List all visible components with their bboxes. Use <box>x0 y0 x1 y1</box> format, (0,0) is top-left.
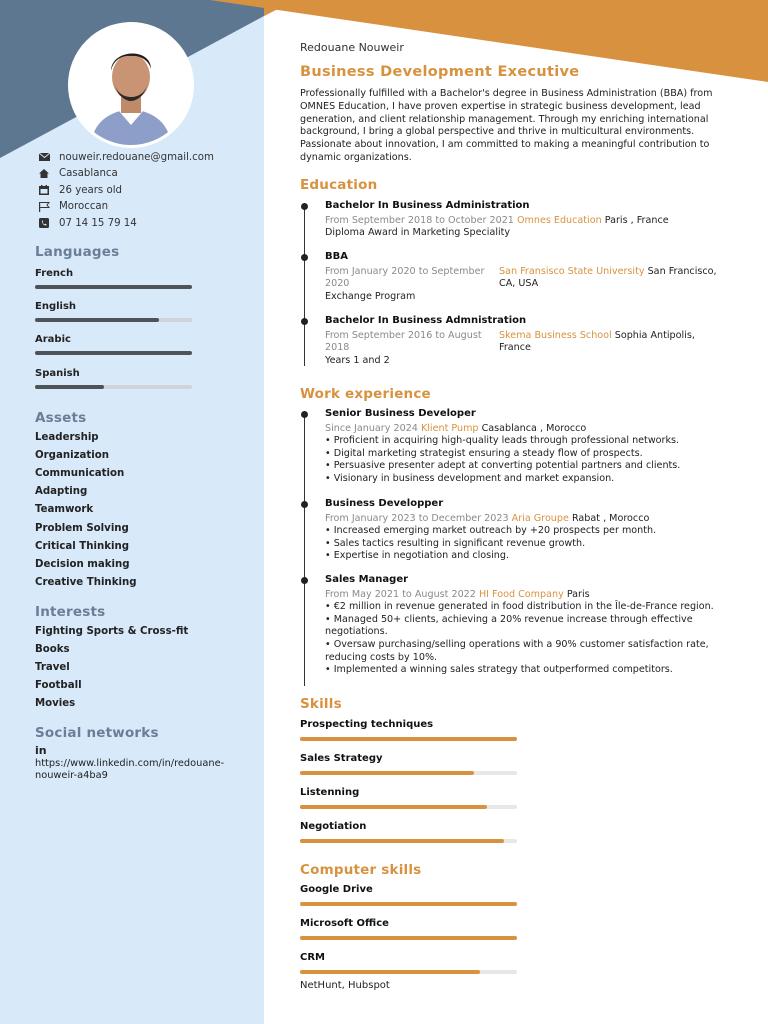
asset-item: Creative Thinking <box>35 577 137 588</box>
education-timeline <box>304 206 305 366</box>
asset-item: Decision making <box>35 559 130 570</box>
linkedin-url-line: nouweir-a4ba9 <box>35 770 108 781</box>
computer-skill-level-bar <box>300 902 517 906</box>
timeline-dot <box>301 411 308 418</box>
skill-level-bar <box>300 737 517 741</box>
linkedin-icon[interactable]: in <box>35 744 47 757</box>
interest-item: Books <box>35 644 70 655</box>
school-location: Sophia Antipolis, France <box>499 329 695 354</box>
school-info <box>499 330 724 355</box>
role-name: Senior Business Developer <box>325 408 476 419</box>
language-level-bar <box>35 351 192 355</box>
age-text: 26 years old <box>59 184 123 196</box>
language-name: French <box>35 268 74 279</box>
linkedin-link[interactable] <box>35 758 245 782</box>
computer-skill-name: Google Drive <box>300 884 373 895</box>
education-detail: Diploma Award in Marketing Speciality <box>325 227 511 239</box>
asset-item: Communication <box>35 468 125 479</box>
skill-track <box>300 805 517 809</box>
assets-title: Assets <box>35 410 87 426</box>
email-text[interactable]: nouweir.redouane@gmail.com <box>59 151 214 163</box>
skill-level-bar <box>300 805 487 809</box>
skill-name: Listenning <box>300 787 360 798</box>
profile-photo <box>68 22 194 148</box>
company-name: Klient Pump <box>420 422 479 434</box>
timeline-dot <box>301 203 308 210</box>
work-bullet: • €2 million in revenue generated in food distribution in the Île-de-France region. <box>325 601 714 613</box>
contact-nationality <box>36 199 214 216</box>
education-meta <box>325 215 730 228</box>
work-bullet: • Expertise in negotiation and closing. <box>325 550 510 562</box>
language-item <box>35 368 192 379</box>
work-date: From January 2023 to December 2023 <box>325 512 509 524</box>
school-info <box>499 266 724 291</box>
skills-title: Skills <box>300 696 342 712</box>
work-bullet: • Proficient in acquiring high-quality leads through professional networks. <box>325 435 680 447</box>
social-title: Social networks <box>35 725 159 741</box>
computer-skill-item <box>300 918 517 929</box>
skill-name: Negotiation <box>300 821 367 832</box>
avatar-illustration <box>71 25 191 145</box>
candidate-name: Redouane Nouweir <box>300 41 404 54</box>
phone-text[interactable]: 07 14 15 79 14 <box>59 217 137 229</box>
degree-name: BBA <box>325 251 348 262</box>
skill-track <box>300 771 517 775</box>
role-name: Sales Manager <box>325 574 409 585</box>
language-track <box>35 318 192 322</box>
skill-item <box>300 753 517 764</box>
skill-item <box>300 719 517 730</box>
work-bullet: • Persuasive presenter adept at converting potential partners and clients. <box>325 460 681 472</box>
contact-city <box>36 166 214 183</box>
linkedin-url-line: https://www.linkedin.com/in/redouane- <box>35 758 225 769</box>
education-detail: Years 1 and 2 <box>325 354 390 366</box>
work-bullet: • Sales tactics resulting in significant revenue growth. <box>325 537 586 549</box>
city-text: Casablanca <box>59 168 118 180</box>
timeline-dot <box>301 254 308 261</box>
computer-skill-level-bar <box>300 970 480 974</box>
contact-age <box>36 182 214 199</box>
asset-item: Critical Thinking <box>35 541 130 552</box>
school-location: Paris , France <box>604 214 669 226</box>
interest-item: Fighting Sports & Cross-fit <box>35 626 189 637</box>
asset-item: Problem Solving <box>35 523 129 534</box>
timeline-dot <box>301 318 308 325</box>
company-location: Paris <box>566 588 590 600</box>
work-entry <box>325 408 730 486</box>
flag-icon <box>36 201 52 213</box>
asset-item: Teamwork <box>35 504 94 515</box>
asset-item: Leadership <box>35 432 99 443</box>
work-meta <box>325 423 730 436</box>
skill-item <box>300 821 517 832</box>
language-name: English <box>35 301 77 312</box>
work-bullet: • Visionary in business development and market expansion. <box>325 472 615 484</box>
interests-title: Interests <box>35 604 106 620</box>
school-location: San Francisco, CA, USA <box>499 265 717 290</box>
work-meta <box>325 513 730 526</box>
contact-email <box>36 149 214 166</box>
education-entry <box>325 251 730 303</box>
school-name: Skema Business School <box>499 329 612 341</box>
phone-icon <box>36 217 52 229</box>
degree-name: Bachelor In Business Admnistration <box>325 315 527 326</box>
education-meta <box>325 266 730 291</box>
computer-skill-track <box>300 902 517 906</box>
interest-item: Football <box>35 680 82 691</box>
timeline-dot <box>301 577 308 584</box>
asset-item: Adapting <box>35 486 88 497</box>
company-location: Casablanca , Morocco <box>481 422 587 434</box>
skill-item <box>300 787 517 798</box>
language-name: Spanish <box>35 368 80 379</box>
education-date: From September 2016 to August 2018 <box>325 329 482 354</box>
work-entry <box>325 574 730 677</box>
company-name: Aria Groupe <box>511 512 569 524</box>
timeline-dot <box>301 501 308 508</box>
education-meta <box>325 330 730 355</box>
work-bullet: • Managed 50+ clients, achieving a 20% revenue increase through effective negotiations. <box>325 613 693 638</box>
skill-name: Sales Strategy <box>300 753 383 764</box>
interest-item: Movies <box>35 698 76 709</box>
computer-skill-track <box>300 970 517 974</box>
skill-name: Prospecting techniques <box>300 719 434 730</box>
language-name: Arabic <box>35 334 71 345</box>
job-title: Business Development Executive <box>300 64 580 80</box>
envelope-icon <box>36 151 52 163</box>
contact-list <box>36 149 214 232</box>
school-name: San Fransisco State University <box>499 265 645 277</box>
work-date: From May 2021 to August 2022 <box>325 588 476 600</box>
company-name: HI Food Company <box>478 588 564 600</box>
work-bullet: • Oversaw purchasing/selling operations with a 90% customer satisfaction rate, reducing costs by 10%. <box>325 638 709 663</box>
language-item <box>35 334 192 345</box>
skill-track <box>300 839 517 843</box>
language-level-bar <box>35 285 192 289</box>
language-track <box>35 285 192 289</box>
education-entry <box>325 315 730 367</box>
work-timeline <box>304 414 305 686</box>
contact-phone <box>36 215 214 232</box>
language-track <box>35 351 192 355</box>
computer-skill-track <box>300 936 517 940</box>
computer-skill-item <box>300 884 517 895</box>
home-icon <box>36 168 52 180</box>
language-track <box>35 385 192 389</box>
education-date: From September 2018 to October 2021 <box>325 214 514 226</box>
language-item <box>35 268 192 279</box>
work-meta <box>325 589 730 602</box>
education-detail: Exchange Program <box>325 290 416 302</box>
calendar-icon <box>36 184 52 196</box>
education-date: From January 2020 to September 2020 <box>325 265 485 290</box>
computer-skill-level-bar <box>300 936 517 940</box>
profile-summary: Professionally fulfilled with a Bachelor's degree in Business Administration (BBA) from OMNES Education, I have proven expertise in strategic business development, lead generation, and client relationship management. Through my enriching international background, I bring a global perspective and thrive in multicultural environments. Passionate about innovation, I am committed to making a meaningful contribution to dynamic organizations. <box>300 88 713 163</box>
education-title: Education <box>300 177 378 193</box>
computer-skills-title: Computer skills <box>300 862 422 878</box>
education-entry <box>325 200 730 240</box>
skill-track <box>300 737 517 741</box>
computer-skills-extra: NetHunt, Hubspot <box>300 980 390 991</box>
work-date: Since January 2024 <box>325 422 418 434</box>
language-level-bar <box>35 385 104 389</box>
asset-item: Organization <box>35 450 110 461</box>
degree-name: Bachelor In Business Administration <box>325 200 530 211</box>
interest-item: Travel <box>35 662 70 673</box>
school-name: Omnes Education <box>516 214 602 226</box>
work-bullet: • Implemented a winning sales strategy that outperformed competitors. <box>325 664 673 676</box>
work-bullet: • Increased emerging market outreach by +20 prospects per month. <box>325 525 657 537</box>
computer-skill-name: CRM <box>300 952 325 963</box>
language-item <box>35 301 192 312</box>
work-title: Work experience <box>300 386 431 402</box>
skill-level-bar <box>300 839 504 843</box>
work-entry <box>325 498 730 563</box>
role-name: Business Developper <box>325 498 444 509</box>
language-level-bar <box>35 318 159 322</box>
company-location: Rabat , Morocco <box>571 512 650 524</box>
computer-skill-item <box>300 952 517 963</box>
skill-level-bar <box>300 771 474 775</box>
computer-skill-name: Microsoft Office <box>300 918 389 929</box>
languages-title: Languages <box>35 244 120 260</box>
work-bullet: • Digital marketing strategist ensuring a steady flow of prospects. <box>325 447 643 459</box>
nationality-text: Moroccan <box>59 201 109 213</box>
